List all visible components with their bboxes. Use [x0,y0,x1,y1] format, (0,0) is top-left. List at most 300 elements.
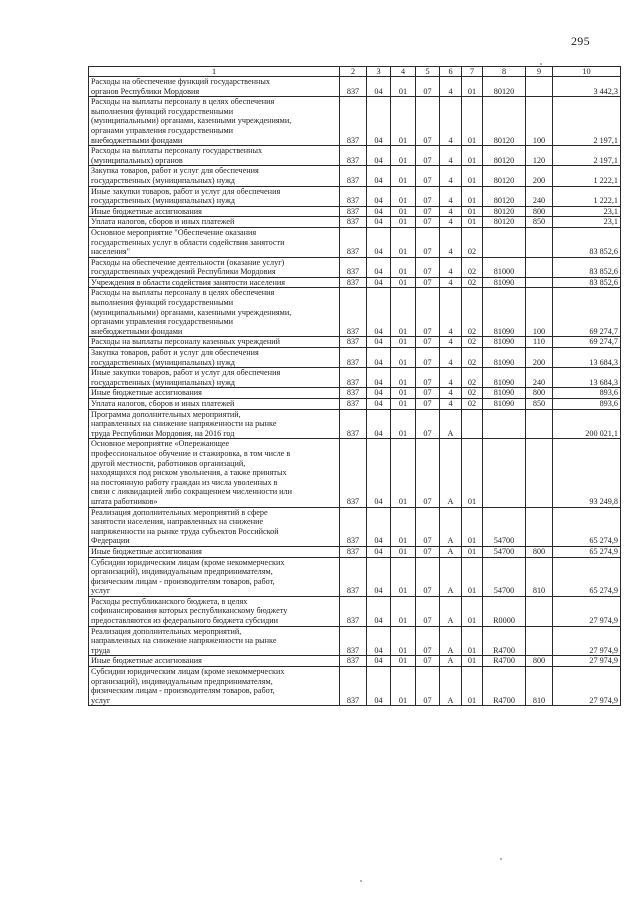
code-cell: 01 [391,288,416,337]
code-cell: 837 [340,596,367,626]
code-cell: 837 [340,626,367,656]
description-line: Расходы республиканского бюджета, в целях [91,596,248,606]
table-row [89,227,621,257]
description-line: государственных учреждений Республики Мордовия [91,267,276,277]
description-line: направленных на снижение напряженности на рынке [91,636,277,646]
code-cell: 01 [391,227,416,257]
description-line: труда Республики Мордовия, на 2016 год [91,428,235,438]
code-cell: 04 [367,388,391,399]
code-cell: 81000 [483,257,526,277]
code-cell: 837 [340,206,367,217]
scan-speck [360,880,362,882]
code-cell: 81090 [483,399,526,410]
code-cell: 04 [367,97,391,146]
code-cell: 01 [462,507,483,546]
amount-cell: 65 274,9 [553,557,621,596]
table-row [89,596,621,626]
code-cell: 54700 [483,557,526,596]
code-cell: 01 [391,409,416,439]
code-cell: 4 [440,399,462,410]
code-cell: 81090 [483,388,526,399]
row-description [89,257,340,277]
code-cell: 4 [440,186,462,206]
code-cell: 01 [391,186,416,206]
row-description [89,368,340,388]
row-description [89,227,340,257]
code-cell [526,596,553,626]
code-cell: 200 [526,166,553,186]
description-line: Расходы на выплаты персоналу государственных [91,146,263,156]
code-cell: 4 [440,77,462,97]
code-cell: 02 [462,368,483,388]
code-cell: 01 [462,97,483,146]
code-cell: 837 [340,146,367,166]
code-cell: 200 [526,348,553,368]
code-cell: 01 [462,557,483,596]
description-line: напряженности на рынке труда субъектов Российской [91,526,279,536]
code-cell: 04 [367,166,391,186]
code-cell: 07 [416,557,440,596]
code-cell: R0000 [483,596,526,626]
code-cell: 07 [416,227,440,257]
code-cell: 81090 [483,288,526,337]
code-cell: 81090 [483,277,526,288]
code-cell: 01 [391,546,416,557]
table-row [89,277,621,288]
code-cell: 07 [416,166,440,186]
code-cell: 4 [440,277,462,288]
code-cell: 01 [391,77,416,97]
row-description [89,146,340,166]
code-cell: 04 [367,337,391,348]
code-cell: 07 [416,368,440,388]
description-line: выполнения функций государственными [91,106,234,116]
code-cell: А [440,439,462,507]
description-line: внебюджетными фондами [91,135,183,145]
code-cell: 4 [440,348,462,368]
code-cell: 837 [340,97,367,146]
code-cell: 837 [340,409,367,439]
code-cell: 01 [462,667,483,706]
amount-cell: 2 197,1 [553,146,621,166]
code-cell: 54700 [483,546,526,557]
description-line: услуг [91,586,111,596]
amount-cell: 83 852,6 [553,257,621,277]
description-line: направленных на снижение напряженности на рынке [91,419,277,429]
code-cell: 80120 [483,97,526,146]
code-cell: 81090 [483,337,526,348]
description-line: Субсидии юридическим лицам (кроме некоммерческих [91,557,285,567]
row-description [89,626,340,656]
amount-cell: 200 021,1 [553,409,621,439]
code-cell: 01 [391,656,416,667]
description-line: выполнения функций государственными [91,298,234,308]
code-cell: 02 [462,227,483,257]
code-cell: 837 [340,337,367,348]
description-line: Иные бюджетные ассигнования [91,388,202,398]
code-cell: 01 [391,439,416,507]
code-cell: 837 [340,507,367,546]
code-cell: 850 [526,217,553,228]
code-cell: 240 [526,368,553,388]
table-row [89,217,621,228]
code-cell: 04 [367,206,391,217]
description-line: Расходы на обеспечение деятельности (оказание услуг) [91,257,285,267]
description-line: находящихся под риском увольнения, а также принятых [91,468,287,478]
code-cell: 4 [440,146,462,166]
code-cell [526,626,553,656]
column-header: 3 [367,67,391,77]
code-cell: 110 [526,337,553,348]
code-cell: 04 [367,227,391,257]
row-description [89,399,340,410]
description-line: Иные бюджетные ассигнования [91,206,202,216]
description-line: услуг [91,695,111,705]
code-cell: 80120 [483,77,526,97]
amount-cell: 893,6 [553,399,621,410]
code-cell [483,409,526,439]
code-cell: А [440,507,462,546]
code-cell [483,439,526,507]
row-description [89,277,340,288]
description-line: Учреждения в области содействия занятости населения [91,277,286,287]
table-row [89,667,621,706]
code-cell: 837 [340,186,367,206]
code-cell: 02 [462,399,483,410]
table-row [89,206,621,217]
code-cell: 04 [367,409,391,439]
table-row [89,409,621,439]
row-description [89,206,340,217]
code-cell: 01 [391,596,416,626]
code-cell: 07 [416,288,440,337]
description-line: Программа дополнительных мероприятий, [91,409,241,419]
description-line: органов Республики Мордовия [91,86,200,96]
table-row [89,626,621,656]
amount-cell: 83 852,6 [553,227,621,257]
code-cell: 01 [462,596,483,626]
description-line: Иные закупки товаров, работ и услуг для обеспечения [91,368,281,378]
code-cell: 04 [367,186,391,206]
column-header: 9 [526,67,553,77]
description-line: Уплата налогов, сборов и иных платежей [91,399,235,408]
code-cell: 07 [416,348,440,368]
code-cell: R4700 [483,667,526,706]
code-cell: 4 [440,217,462,228]
description-line: Реализация дополнительных мероприятий, [91,626,242,636]
amount-cell: 65 274,9 [553,546,621,557]
code-cell: 01 [391,368,416,388]
code-cell: 04 [367,546,391,557]
code-cell: 837 [340,667,367,706]
description-line: организаций), индивидуальным предпринимателям, [91,567,273,577]
table-row [89,368,621,388]
code-cell: 80120 [483,217,526,228]
scan-speck [540,63,542,65]
amount-cell: 2 197,1 [553,97,621,146]
description-line: Федерации [91,536,130,546]
code-cell: 837 [340,399,367,410]
code-cell [526,257,553,277]
code-cell: 01 [391,348,416,368]
row-description [89,439,340,507]
code-cell: 81090 [483,368,526,388]
code-cell: 01 [391,667,416,706]
description-line: Основное мероприятие «Опережающее [91,439,230,449]
code-cell: 80120 [483,146,526,166]
code-cell: 07 [416,77,440,97]
code-cell: 837 [340,257,367,277]
code-cell: 01 [462,546,483,557]
code-cell: 07 [416,277,440,288]
amount-cell: 13 684,3 [553,368,621,388]
code-cell [462,409,483,439]
code-cell: 01 [391,146,416,166]
column-header: 6 [440,67,462,77]
row-description [89,656,340,667]
row-description [89,166,340,186]
code-cell: 810 [526,667,553,706]
code-cell: 07 [416,656,440,667]
table-row [89,439,621,507]
code-cell: 02 [462,337,483,348]
table-row [89,507,621,546]
code-cell: 100 [526,97,553,146]
description-line: предоставляются из федерального бюджета субсидии [91,616,279,626]
code-cell: 01 [462,439,483,507]
column-header: 4 [391,67,416,77]
amount-cell: 23,1 [553,217,621,228]
row-description [89,557,340,596]
row-description [89,388,340,399]
code-cell: 04 [367,507,391,546]
code-cell: 01 [462,656,483,667]
code-cell: 07 [416,146,440,166]
row-description [89,348,340,368]
amount-cell: 69 274,7 [553,288,621,337]
amount-cell: 27 974,9 [553,596,621,626]
code-cell: 01 [391,97,416,146]
code-cell: 04 [367,439,391,507]
amount-cell: 13 684,3 [553,348,621,368]
amount-cell: 27 974,9 [553,656,621,667]
code-cell: 07 [416,337,440,348]
code-cell: 837 [340,348,367,368]
code-cell: А [440,546,462,557]
description-line: внебюджетными фондами [91,326,183,336]
description-line: другой местности, работников организаций, [91,458,246,468]
table-row [89,656,621,667]
code-cell: 810 [526,557,553,596]
code-cell [526,507,553,546]
code-cell: А [440,557,462,596]
code-cell: 4 [440,388,462,399]
description-line: Расходы на выплаты персоналу в целях обеспечения [91,97,275,107]
code-cell: А [440,656,462,667]
code-cell: 07 [416,409,440,439]
code-cell: 800 [526,546,553,557]
row-description [89,409,340,439]
table-row [89,399,621,410]
description-line: Реализация дополнительных мероприятий в сфере [91,507,268,517]
code-cell: А [440,667,462,706]
code-cell: 01 [391,277,416,288]
description-line: (муниципальных) органов [91,155,183,165]
code-cell: 04 [367,656,391,667]
code-cell: 01 [462,186,483,206]
table-row [89,166,621,186]
code-cell [526,277,553,288]
code-cell: 4 [440,166,462,186]
code-cell: 01 [391,217,416,228]
code-cell: 81090 [483,348,526,368]
code-cell: 04 [367,557,391,596]
amount-cell: 83 852,6 [553,277,621,288]
code-cell: 02 [462,277,483,288]
code-cell: 07 [416,388,440,399]
code-cell: 4 [440,257,462,277]
table-row [89,557,621,596]
code-cell: 837 [340,77,367,97]
code-cell: А [440,409,462,439]
code-cell: 01 [391,166,416,186]
code-cell: 100 [526,288,553,337]
description-line: (муниципальными) органами, казенными учреждениями, [91,116,292,126]
description-line: органами управления государственными [91,317,234,327]
code-cell: 01 [391,257,416,277]
code-cell: 04 [367,626,391,656]
row-description [89,596,340,626]
description-line: государственных (муниципальных) нужд [91,196,235,206]
code-cell: 07 [416,439,440,507]
code-cell: 837 [340,217,367,228]
row-description [89,288,340,337]
code-cell: 837 [340,368,367,388]
row-description [89,217,340,228]
code-cell [526,77,553,97]
code-cell: 07 [416,667,440,706]
column-header: 1 [89,67,340,77]
amount-cell: 27 974,9 [553,667,621,706]
code-cell: 04 [367,288,391,337]
code-cell: 04 [367,667,391,706]
column-header: 10 [553,67,621,77]
code-cell: 837 [340,288,367,337]
table-row [89,77,621,97]
description-line: Закупка товаров, работ и услуг для обеспечения [91,166,259,176]
code-cell: 837 [340,546,367,557]
code-cell: 4 [440,288,462,337]
description-line: штата работников» [91,496,158,506]
code-cell: 07 [416,97,440,146]
amount-cell: 3 442,3 [553,77,621,97]
code-cell: 80120 [483,206,526,217]
code-cell: 07 [416,257,440,277]
code-cell: 02 [462,348,483,368]
code-cell: 07 [416,626,440,656]
description-line: организаций), индивидуальным предпринимателям, [91,676,273,686]
code-cell: 4 [440,97,462,146]
column-header: 2 [340,67,367,77]
code-cell: 837 [340,439,367,507]
description-line: Иные закупки товаров, работ и услуг для обеспечения [91,186,281,196]
code-cell: 01 [391,626,416,656]
code-cell: 01 [391,557,416,596]
code-cell: 837 [340,227,367,257]
code-cell: 01 [462,77,483,97]
code-cell: 04 [367,217,391,228]
code-cell: 240 [526,186,553,206]
code-cell: 800 [526,656,553,667]
code-cell: 837 [340,388,367,399]
amount-cell: 65 274,9 [553,507,621,546]
description-line: населения" [91,247,130,257]
code-cell: 837 [340,166,367,186]
row-description [89,507,340,546]
column-header: 7 [462,67,483,77]
code-cell: 850 [526,399,553,410]
code-cell: 837 [340,557,367,596]
table-row [89,546,621,557]
amount-cell: 69 274,7 [553,337,621,348]
code-cell: 07 [416,546,440,557]
page-number: 295 [571,34,590,48]
code-cell: 800 [526,388,553,399]
code-cell: 01 [462,146,483,166]
code-cell: 04 [367,596,391,626]
row-description [89,77,340,97]
code-cell [526,439,553,507]
code-cell [483,227,526,257]
code-cell: 07 [416,186,440,206]
code-cell: 837 [340,656,367,667]
code-cell: 01 [462,206,483,217]
row-description [89,337,340,348]
code-cell: 02 [462,257,483,277]
code-cell [526,227,553,257]
code-cell: 04 [367,368,391,388]
row-description [89,186,340,206]
description-line: связи с ликвидацией либо сокращением численности или [91,487,292,497]
description-line: Расходы на обеспечение функций государственных [91,77,270,86]
amount-cell: 1 222,1 [553,166,621,186]
table-row [89,288,621,337]
code-cell: 04 [367,77,391,97]
code-cell: 4 [440,227,462,257]
amount-cell: 23,1 [553,206,621,217]
table-row [89,257,621,277]
table-body [89,77,621,706]
description-line: (муниципальными) органами, казенными учреждениями, [91,307,292,317]
code-cell: 01 [462,217,483,228]
code-cell: 04 [367,277,391,288]
code-cell: 837 [340,277,367,288]
table-row [89,97,621,146]
code-cell: 07 [416,399,440,410]
code-cell: 01 [462,626,483,656]
code-cell: 01 [391,399,416,410]
code-cell: А [440,596,462,626]
description-line: Расходы на выплаты персоналу в целях обеспечения [91,288,275,298]
description-line: занятости населения, направленных на снижение [91,517,264,527]
code-cell: А [440,626,462,656]
scan-speck [500,858,502,860]
code-cell: 02 [462,288,483,337]
code-cell: 07 [416,507,440,546]
code-cell: 80120 [483,186,526,206]
code-cell: 4 [440,368,462,388]
column-header: 5 [416,67,440,77]
